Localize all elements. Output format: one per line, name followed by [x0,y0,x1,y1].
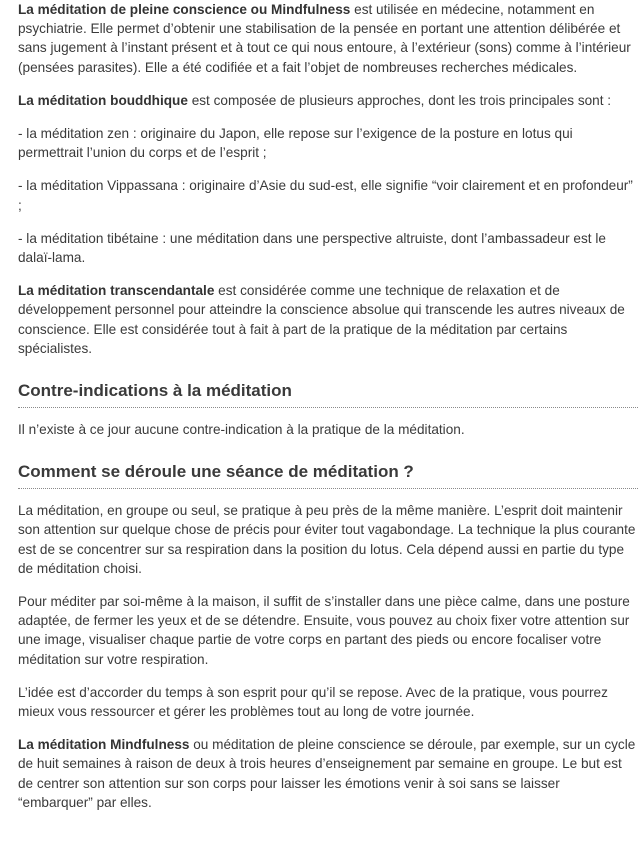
term-mindfulness: La méditation de pleine conscience ou Mindfulness [18,2,351,17]
paragraph-bouddhique [18,91,638,110]
heading-seance: Comment se déroule une séance de méditation ? [18,461,638,489]
list-item-zen: - la méditation zen : originaire du Japon, elle repose sur l’exigence de la posture en lotus qui permettrait l’union du corps et de l’esprit ; [18,126,573,161]
paragraph-mindfulness [18,0,638,77]
paragraph-seance-1: La méditation, en groupe ou seul, se pratique à peu près de la même manière. L’esprit doit maintenir son attention sur quelque chose de précis pour éviter tout vagabondage. La technique la plus courante est de se concentrer sur sa respiration dans la position du lotus. Cela dépend aussi en partie du type de méditation choisi. [18,503,636,576]
paragraph-seance-3: L’idée est d’accorder du temps à son esprit pour qu’il se repose. Avec de la pratique, vous pourrez mieux vous ressourcer et gérer les problèmes tout au long de votre journée. [18,684,608,720]
paragraph-text: ou méditation de pleine conscience se déroule, par exemple, sur un cycle de huit semaines à raison de deux à trois heures d’enseignement par semaine en groupe. Le but est de centrer son attention sur son corps pour laisser les émotions venir à soi sans se laisser “embarquer” par elles. [18,737,636,810]
paragraph-seance-2: Pour méditer par soi-même à la maison, il suffit de s’installer dans une pièce calme, dans une posture adaptée, de fermer les yeux et de se détendre. Ensuite, vous pouvez au choix fixer votre attention sur une image, visualiser chaque partie de votre corps en partant des pieds ou encore focaliser votre méditation sur votre respiration. [18,594,630,667]
term-bouddhique: La méditation bouddhique [18,92,188,108]
paragraph-seance-4 [18,735,638,812]
list-item-vippassana: - la méditation Vippassana : originaire d’Asie du sud-est, elle signifie “voir clairement et en profondeur” ; [18,178,633,213]
paragraph-text: est composée de plusieurs approches, dont les trois principales sont : [187,92,612,108]
paragraph-transcendantale [18,281,638,358]
term-mindfulness-seance: La méditation Mindfulness [18,737,190,753]
paragraph-text: est considérée comme une technique de relaxation et de développement personnel pour atteindre la conscience absolue qui transcende les autres niveaux de conscience. Elle est considérée tout à fait à part de la pratique de la méditation par certains spécialistes. [18,283,625,356]
term-transcendantale: La méditation transcendantale [18,283,215,299]
paragraph-contre-indications: Il n’existe à ce jour aucune contre-indication à la pratique de la méditation. [18,422,465,438]
article-body [18,0,638,812]
paragraph-text: est utilisée en médecine, notamment en psychiatrie. Elle permet d’obtenir une stabilisation de la pensée en portant une attention délibérée et sans jugement à l’instant présent et à tout ce qui nous entoure, à l’extérieur (sons) comme à l’intérieur (pensées parasites). Elle a été codifiée et a fait l’objet de nombreuses recherches médicales. [18,2,631,75]
heading-contre-indications: Contre-indications à la méditation [18,380,638,408]
list-item-tibetaine: - la méditation tibétaine : une méditation dans une perspective altruiste, dont l’ambassadeur est le dalaï-lama. [18,230,606,266]
